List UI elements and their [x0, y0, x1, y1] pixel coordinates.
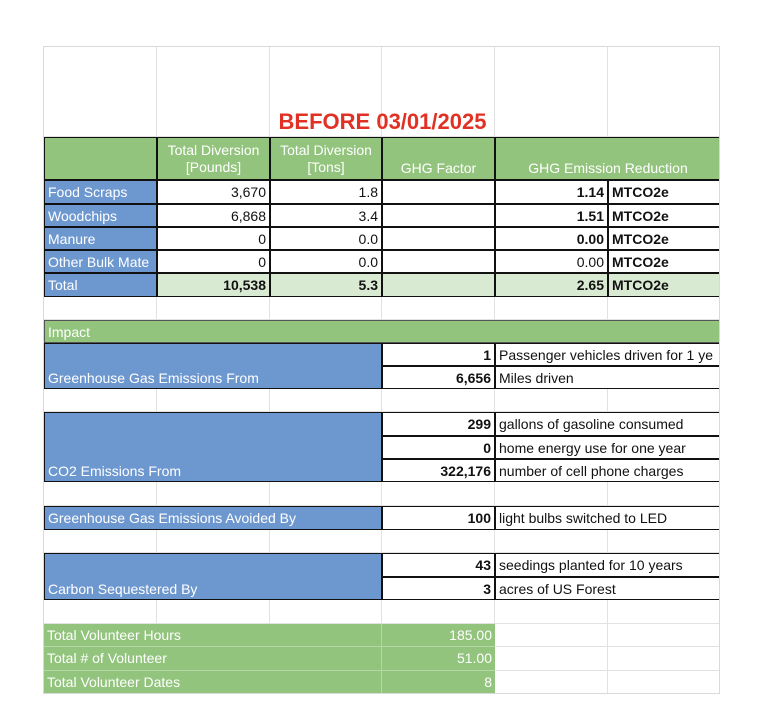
other-bulk-reduction[interactable]: 0.00: [495, 250, 608, 273]
header-blank-cell[interactable]: [44, 137, 157, 180]
sheet-title: BEFORE 03/01/2025: [278, 109, 487, 134]
total-pounds[interactable]: 10,538: [157, 273, 270, 297]
grid-cell[interactable]: [157, 530, 270, 553]
phone-charges-value[interactable]: 322,176: [382, 459, 495, 482]
total-reduction[interactable]: 2.65: [495, 273, 608, 297]
seedlings-value[interactable]: 43: [382, 553, 495, 577]
grid-cell[interactable]: [495, 482, 608, 506]
home-energy-desc[interactable]: home energy use for one year: [495, 436, 720, 459]
grid-cell[interactable]: [382, 297, 495, 320]
grid-cell[interactable]: [495, 297, 608, 320]
manure-factor[interactable]: [382, 227, 495, 250]
woodchips-factor[interactable]: [382, 204, 495, 227]
spreadsheet-grid[interactable]: [43, 46, 720, 694]
vehicles-value[interactable]: 1: [382, 343, 495, 366]
grid-cell[interactable]: [495, 600, 608, 624]
forest-desc[interactable]: acres of US Forest: [495, 577, 720, 600]
miles-desc[interactable]: Miles driven: [495, 366, 720, 389]
grid-cell[interactable]: [44, 389, 157, 412]
manure-tons[interactable]: 0.0: [270, 227, 382, 250]
grid-cell[interactable]: [270, 297, 382, 320]
miles-value[interactable]: 6,656: [382, 366, 495, 389]
led-desc[interactable]: light bulbs switched to LED: [495, 506, 720, 530]
row-label-other-bulk[interactable]: Other Bulk Mate: [44, 250, 157, 273]
other-bulk-pounds[interactable]: 0: [157, 250, 270, 273]
grid-cell[interactable]: [608, 482, 720, 506]
food-scraps-reduction[interactable]: 1.14: [495, 180, 608, 204]
grid-cell[interactable]: [608, 647, 720, 671]
other-bulk-factor[interactable]: [382, 250, 495, 273]
grid-cell[interactable]: [44, 600, 157, 624]
volunteer-dates-value[interactable]: 8: [382, 671, 495, 694]
grid-cell[interactable]: [608, 624, 720, 647]
grid-cell[interactable]: [495, 671, 608, 694]
grid-cell[interactable]: [382, 482, 495, 506]
header-total-tons[interactable]: Total Diversion [Tons]: [270, 137, 382, 180]
woodchips-reduction[interactable]: 1.51: [495, 204, 608, 227]
other-bulk-unit[interactable]: MTCO2e: [608, 250, 720, 273]
grid-cell[interactable]: [608, 671, 720, 694]
grid-cell[interactable]: [608, 297, 720, 320]
ghg-avoided-by-label[interactable]: Greenhouse Gas Emissions Avoided By: [44, 506, 382, 530]
grid-cell[interactable]: [608, 389, 720, 412]
grid-cell[interactable]: [270, 482, 382, 506]
grid-cell[interactable]: [495, 647, 608, 671]
gasoline-value[interactable]: 299: [382, 412, 495, 436]
grid-cell[interactable]: [495, 530, 608, 553]
carbon-sequestered-label[interactable]: Carbon Sequestered By: [44, 553, 382, 600]
row-label-total[interactable]: Total: [44, 273, 157, 297]
volunteer-count-label[interactable]: Total # of Volunteer: [44, 647, 382, 671]
grid-cell[interactable]: [382, 600, 495, 624]
grid-cell[interactable]: [157, 600, 270, 624]
header-ghg-reduction[interactable]: GHG Emission Reduction: [495, 137, 720, 180]
food-scraps-factor[interactable]: [382, 180, 495, 204]
manure-reduction[interactable]: 0.00: [495, 227, 608, 250]
food-scraps-unit[interactable]: MTCO2e: [608, 180, 720, 204]
home-energy-value[interactable]: 0: [382, 436, 495, 459]
gasoline-desc[interactable]: gallons of gasoline consumed: [495, 412, 720, 436]
grid-cell[interactable]: [157, 297, 270, 320]
row-label-food-scraps[interactable]: Food Scraps: [44, 180, 157, 204]
volunteer-hours-label[interactable]: Total Volunteer Hours: [44, 624, 382, 647]
co2-emissions-from-label[interactable]: CO2 Emissions From: [44, 412, 382, 482]
grid-cell[interactable]: [270, 600, 382, 624]
grid-cell[interactable]: [44, 482, 157, 506]
volunteer-dates-label[interactable]: Total Volunteer Dates: [44, 671, 382, 694]
row-label-manure[interactable]: Manure: [44, 227, 157, 250]
grid-cell[interactable]: [157, 482, 270, 506]
forest-value[interactable]: 3: [382, 577, 495, 600]
grid-cell[interactable]: [44, 530, 157, 553]
manure-pounds[interactable]: 0: [157, 227, 270, 250]
woodchips-pounds[interactable]: 6,868: [157, 204, 270, 227]
food-scraps-pounds[interactable]: 3,670: [157, 180, 270, 204]
grid-cell[interactable]: [270, 389, 382, 412]
food-scraps-tons[interactable]: 1.8: [270, 180, 382, 204]
vehicles-desc[interactable]: Passenger vehicles driven for 1 ye: [495, 343, 720, 366]
seedlings-desc[interactable]: seedings planted for 10 years: [495, 553, 720, 577]
grid-cell[interactable]: [495, 389, 608, 412]
total-tons[interactable]: 5.3: [270, 273, 382, 297]
woodchips-unit[interactable]: MTCO2e: [608, 204, 720, 227]
total-factor[interactable]: [382, 273, 495, 297]
header-total-pounds[interactable]: Total Diversion [Pounds]: [157, 137, 270, 180]
volunteer-hours-value[interactable]: 185.00: [382, 624, 495, 647]
grid-cell[interactable]: [270, 530, 382, 553]
grid-cell[interactable]: [608, 600, 720, 624]
grid-cell[interactable]: [608, 530, 720, 553]
manure-unit[interactable]: MTCO2e: [608, 227, 720, 250]
grid-cell[interactable]: [382, 530, 495, 553]
volunteer-count-value[interactable]: 51.00: [382, 647, 495, 671]
row-label-woodchips[interactable]: Woodchips: [44, 204, 157, 227]
header-ghg-factor[interactable]: GHG Factor: [382, 137, 495, 180]
other-bulk-tons[interactable]: 0.0: [270, 250, 382, 273]
grid-cell[interactable]: [44, 297, 157, 320]
woodchips-tons[interactable]: 3.4: [270, 204, 382, 227]
total-unit[interactable]: MTCO2e: [608, 273, 720, 297]
led-value[interactable]: 100: [382, 506, 495, 530]
phone-charges-desc[interactable]: number of cell phone charges: [495, 459, 720, 482]
grid-cell[interactable]: [495, 624, 608, 647]
impact-header[interactable]: Impact: [44, 320, 720, 343]
grid-cell[interactable]: [382, 389, 495, 412]
ghg-emissions-from-label[interactable]: Greenhouse Gas Emissions From: [44, 343, 382, 389]
grid-cell[interactable]: [157, 389, 270, 412]
